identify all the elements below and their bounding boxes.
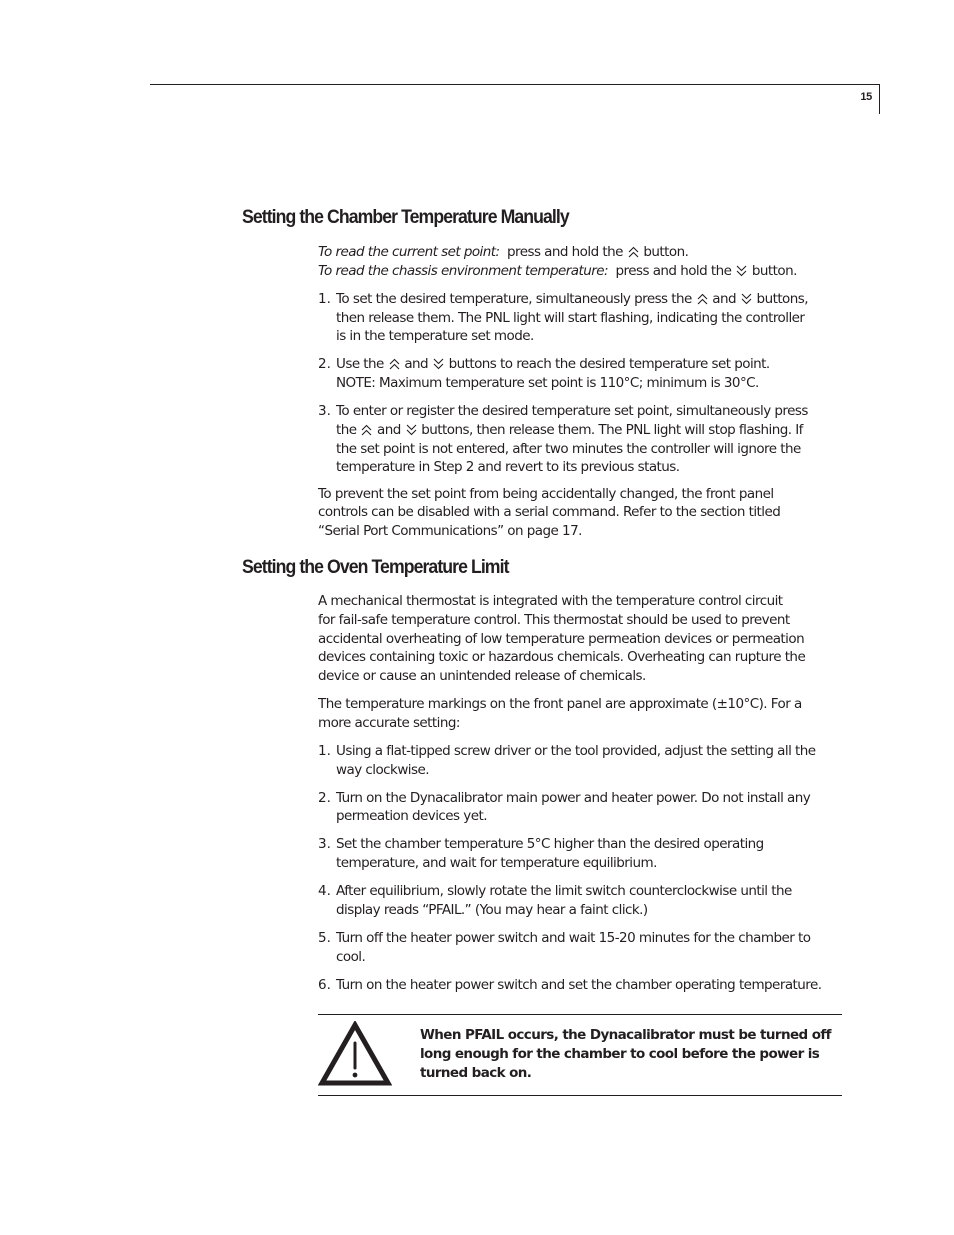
warning-triangle-icon <box>318 1021 392 1087</box>
paragraph-line: devices containing toxic or hazardous chemicals. Overheating can rupture the <box>318 649 806 665</box>
section-heading-oven-limit: Setting the Oven Temperature Limit <box>242 557 509 578</box>
list-item-text: Turn on the Dynacalibrator main power and heater power. Do not install any <box>336 790 811 806</box>
double-chevron-up-icon <box>697 293 708 305</box>
step-number: 3. <box>318 403 331 419</box>
double-chevron-down-icon <box>736 265 747 277</box>
list-item-text: is in the temperature set mode. <box>336 328 534 344</box>
warning-top-rule <box>318 1014 842 1015</box>
paragraph-line: To prevent the set point from being accidentally changed, the front panel <box>318 486 774 502</box>
paragraph-line: The temperature markings on the front panel are approximate (±10°C). For a <box>318 696 802 712</box>
step-number: 1. <box>318 291 331 307</box>
list-item-text: permeation devices yet. <box>336 808 487 824</box>
step-number: 2. <box>318 790 331 806</box>
step-number: 1. <box>318 743 331 759</box>
paragraph-line: controls can be disabled with a serial command. Refer to the section titled <box>318 504 781 520</box>
warning-text: When PFAIL occurs, the Dynacalibrator must be turned off long enough for the chamber to cool before the power is turned back on. <box>420 1027 831 1081</box>
list-item-text: Set the chamber temperature 5°C higher than the desired operating <box>336 836 764 852</box>
list-item-text: After equilibrium, slowly rotate the limit switch counterclockwise until the <box>336 883 792 899</box>
list-item-text: then release them. The PNL light will start flashing, indicating the controller <box>336 310 805 326</box>
step-number: 3. <box>318 836 331 852</box>
list-item-text: temperature in Step 2 and revert to its previous status. <box>336 459 680 475</box>
paragraph-line: for fail-safe temperature control. This thermostat should be used to prevent <box>318 612 790 628</box>
step-number: 6. <box>318 977 331 993</box>
paragraph-line: more accurate setting: <box>318 715 460 731</box>
double-chevron-down-icon <box>433 358 444 370</box>
list-item-text: cool. <box>336 949 366 965</box>
section-heading-chamber-temperature: Setting the Chamber Temperature Manually <box>242 207 569 228</box>
step-number: 5. <box>318 930 331 946</box>
step-number: 4. <box>318 883 331 899</box>
paragraph-line: A mechanical thermostat is integrated with the temperature control circuit <box>318 593 783 609</box>
double-chevron-down-icon <box>741 293 752 305</box>
intro-chassis-temperature: To read the chassis environment temperature: press and hold the button. <box>318 263 797 279</box>
list-item-text: the set point is not entered, after two minutes the controller will ignore the <box>336 441 801 457</box>
intro-set-point: To read the current set point: press and hold the button. <box>318 244 689 260</box>
header-side-rule <box>879 84 880 114</box>
intro-chassis-label: To read the chassis environment temperature: <box>318 263 609 279</box>
list-item: To set the desired temperature, simultaneously press the and buttons, <box>336 291 808 307</box>
list-item-text: Turn off the heater power switch and wait 15-20 minutes for the chamber to <box>336 930 811 946</box>
paragraph-line: “Serial Port Communications” on page 17. <box>318 523 582 539</box>
list-item-text: temperature, and wait for temperature equilibrium. <box>336 855 657 871</box>
double-chevron-up-icon <box>361 424 372 436</box>
paragraph-line: accidental overheating of low temperature permeation devices or permeation <box>318 631 805 647</box>
list-item-text: display reads “PFAIL.” (You may hear a faint click.) <box>336 902 648 918</box>
double-chevron-up-icon <box>628 246 639 258</box>
list-item-text: Using a flat-tipped screw driver or the tool provided, adjust the setting all the <box>336 743 816 759</box>
list-item-text: Turn on the heater power switch and set the chamber operating temperature. <box>336 977 822 993</box>
warning-bottom-rule <box>318 1095 842 1096</box>
list-item-text: NOTE: Maximum temperature set point is 110°C; minimum is 30°C. <box>336 375 759 391</box>
step-number: 2. <box>318 356 331 372</box>
list-item-text: way clockwise. <box>336 762 429 778</box>
list-item-text: To enter or register the desired temperature set point, simultaneously press <box>336 403 808 419</box>
paragraph-line: device or cause an unintended release of chemicals. <box>318 668 646 684</box>
intro-set-point-label: To read the current set point: <box>318 244 500 260</box>
list-item: Use the and buttons to reach the desired temperature set point. <box>336 356 770 372</box>
double-chevron-down-icon <box>406 424 417 436</box>
header-rule <box>150 84 880 85</box>
page-number: 15 <box>860 91 872 103</box>
list-item: the and buttons, then release them. The PNL light will stop flashing. If <box>336 422 803 438</box>
double-chevron-up-icon <box>389 358 400 370</box>
